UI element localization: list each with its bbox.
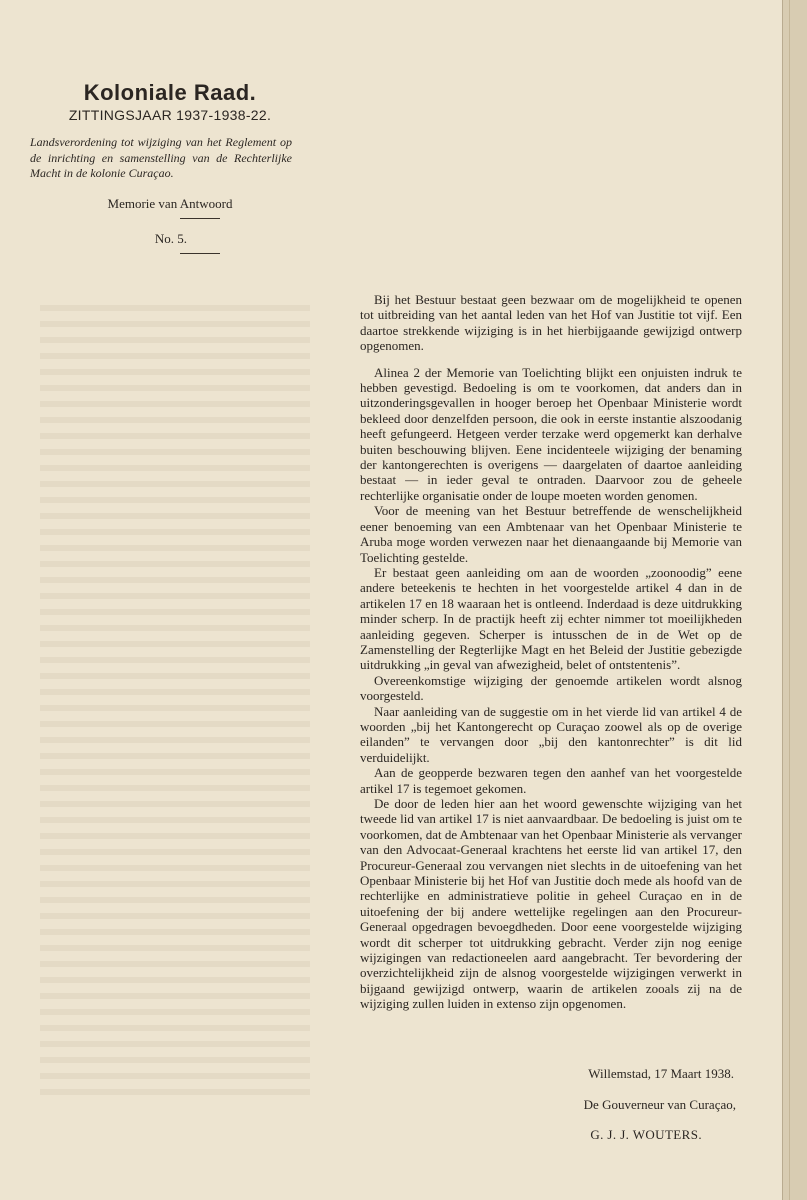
closing-block [360, 1066, 742, 1143]
paragraph: De door de leden hier aan het woord gewenschte wijziging van het tweede lid van artikel 17 is niet aanvaardbaar. De bedoeling is juist om te voorkomen, dat de Ambtenaar van het Openbaar Ministerie als vervanger van den Advocaat-Generaal krachtens het eerste lid van artikel 17, den Procureur-Generaal zou vervangen niet slechts in de uitoefening van het Openbaar Ministerie bij het Hof van Justitie doch mede als hoofd van de rechterlijke en administratieve politie in geheel Curaçao en in de uitoefening der bij andere wettelijke regelingen aan den Procureur-Generaal opgedragen bevoegdheden. Door eene voorgestelde wijziging wordt dit scherper tot uitdrukking gebracht. Verder zijn nog eenige wijzigingen van redactioneelen aard aangebracht. Ter bevordering der overzichtelijkheid zijn de alsnog voorgestelde wijzigingen verwerkt in bijgaand gewijzigd ontwerp, waarin de artikelen zooals zij na de wijziging zullen luiden in extenso zijn opgenomen. [360, 796, 742, 1012]
signature-name: G. J. J. WOUTERS. [590, 1127, 702, 1142]
memorie-body [360, 292, 742, 1012]
divider-top [180, 218, 220, 219]
paragraph: Aan de geopperde bezwaren tegen den aanhef van het voorgestelde artikel 17 is tegemoet gekomen. [360, 765, 742, 796]
paragraph: Overeenkomstige wijziging der genoemde artikelen wordt alsnog voorgesteld. [360, 672, 742, 704]
session-year: ZITTINGSJAAR 1937-1938-22. [68, 107, 272, 123]
ordinance-description: Landsverordening tot wijziging van het Reglement op de inrichting en samenstelling van de Rechterlijke Macht in de kolonie Curaçao. [30, 135, 292, 180]
paragraph: Er bestaat geen aanleiding om aan de woorden „zoonoodig” eene andere beteekenis te hechten in het voorgestelde artikel 4 dan in de artikelen 17 en 18 waaraan het is ontleend. Inderdaad is deze uitdrukking minder scherp. In de practijk heeft zij echter nimmer tot moeilijkheden aanleiding gegeven. Scherper is intusschen de in de Wet op de Zamenstelling der Regterlijke Magt en het Beleid der Justitie gebezigde uitdrukking „in geval van afwezigheid, belet of ontstentenis”. [360, 564, 742, 673]
paragraph: Naar aanleiding van de suggestie om in het vierde lid van artikel 4 de woorden „bij het Kantongerecht op Curaçao zoowel als op de overige eilanden” te vervangen door „bij den kantonrechter” is dit lid verduidelijkt. [360, 703, 742, 765]
bleed-through-text [40, 305, 310, 1105]
document-number: No. 5. [154, 230, 188, 246]
memorie-heading: Memorie van Antwoord [107, 195, 233, 211]
paragraph: Voor de meening van het Bestuur betreffende de wenschelijkheid eener benoeming van een Ambtenaar van het Openbaar Ministerie te Aruba moge worden verwezen naar het dienaangaande bij Memorie van Toelichting gestelde. [360, 503, 742, 565]
paragraph: Bij het Bestuur bestaat geen bezwaar om de mogelijkheid te openen tot uitbreiding van het aantal leden van het Hof van Justitie tot vijf. Een daartoe strekkende wijziging is in het hierbijgaande gewijzigd ontwerp opgenomen. [360, 292, 742, 354]
divider-bottom [180, 253, 220, 254]
page-edge [782, 0, 807, 1200]
governor-title: De Gouverneur van Curaçao, [583, 1097, 736, 1112]
place-date: Willemstad, 17 Maart 1938. [588, 1066, 734, 1081]
council-title: Koloniale Raad. [83, 80, 257, 105]
paragraph: Alinea 2 der Memorie van Toelichting blijkt een onjuisten indruk te hebben gevestigd. Bedoeling is om te voorkomen, dat anders dan in uitzonderingsgevallen in hooger beroep het Openbaar Ministerie wordt bekleed door denzelfden persoon, die ook in eerste instantie alszoodanig heeft gefungeerd. Hetgeen verder terzake werd opgemerkt kan derhalve buiten beschouwing blijven. Eene incidenteele wijziging der benaming der kantongerechten is overigens — daargelaten of daartoe aanleiding bestaat — in ieder geval te ontraden. Daarvoor zou de geheele rechterlijke organisatie onder de loupe moeten worden genomen. [360, 364, 742, 503]
document-header [30, 80, 290, 254]
